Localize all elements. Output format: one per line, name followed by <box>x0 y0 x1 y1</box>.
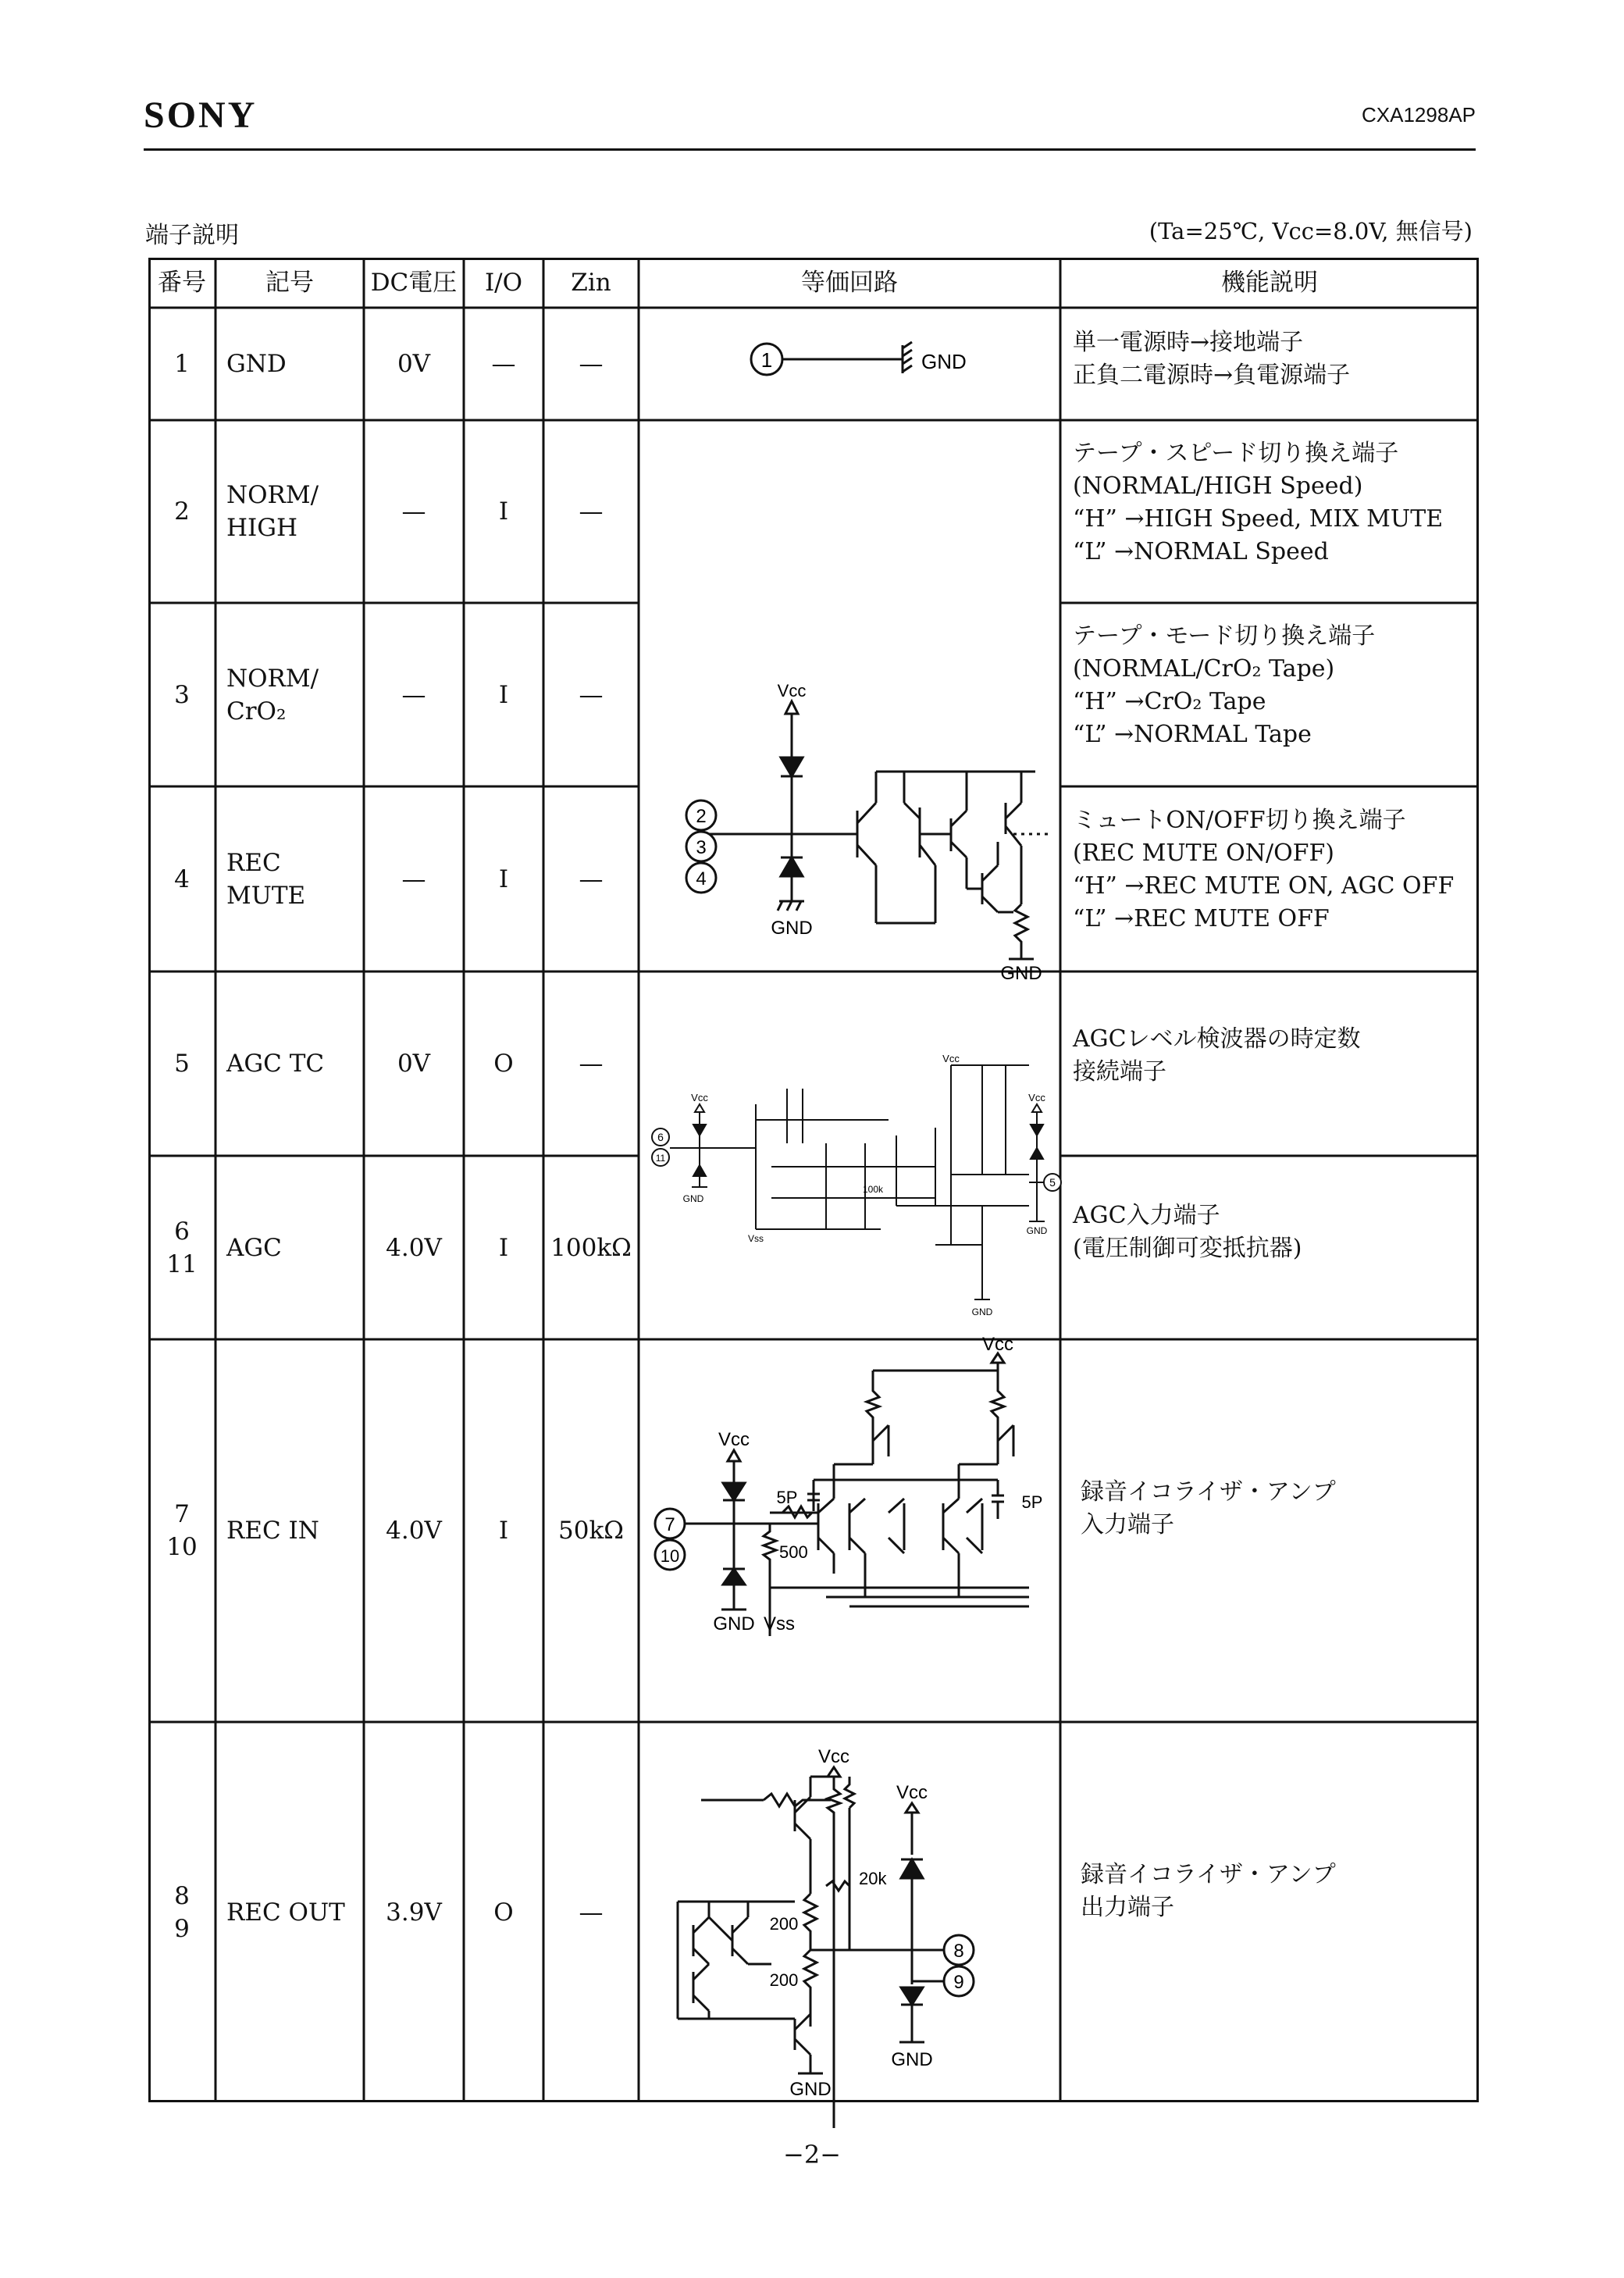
row5-zin: — <box>579 1050 604 1078</box>
test-conditions: (Ta=25℃, Vcc=8.0V, 無信号) <box>1149 218 1473 244</box>
row7-dc: 4.0V <box>386 1517 442 1545</box>
pin-label: 1 <box>760 348 773 372</box>
header-rule <box>144 148 1476 151</box>
gnd-label-right: GND <box>1026 1225 1048 1236</box>
vcc-label: Vcc <box>777 681 807 701</box>
row1-pin: 1 <box>174 350 190 378</box>
row2-zin: — <box>579 497 604 526</box>
row3-dc: — <box>401 680 426 709</box>
row1-function: 単一電源時→接地端子 正負二電源時→負電源端子 <box>1073 329 1351 389</box>
col-header-io: I/O <box>484 269 523 297</box>
pin-8-label: 8 <box>953 1941 964 1962</box>
gnd-label-left: GND <box>682 1193 704 1204</box>
vcc-label-left: Vcc <box>691 1092 708 1103</box>
vss-label: Vss <box>747 1233 764 1244</box>
row8-pin-a: 8 <box>174 1881 190 1910</box>
vcc-label-top: Vcc <box>942 1053 960 1064</box>
gnd-label-left: GND <box>789 2079 832 2100</box>
row7-io: I <box>498 1517 509 1545</box>
row8-dc: 3.9V <box>386 1898 442 1927</box>
row4-dc: — <box>401 864 426 893</box>
res-200-bottom-label: 200 <box>769 1970 799 1990</box>
row4-symbol-line1: REC <box>226 848 281 877</box>
circuit-logic-input <box>639 420 1060 984</box>
row8-io: O <box>493 1898 514 1927</box>
pin-3-label: 3 <box>696 837 707 858</box>
row3-function: テープ・モード切り換え端子 (NORMAL/CrO₂ Tape) “H” →CrO₂ Tape “L” →NORMAL Tape <box>1073 622 1376 748</box>
row3-symbol <box>215 603 364 786</box>
row4-symbol <box>215 786 364 971</box>
res-200-top-label: 200 <box>769 1914 799 1934</box>
gnd-label-right: GND <box>891 2049 933 2070</box>
circuit-rec-in <box>639 1334 1060 1722</box>
cap-5p-right-label: 5P <box>1021 1492 1043 1512</box>
row6-pin-a: 6 <box>174 1217 190 1246</box>
res-500-label: 500 <box>779 1542 808 1562</box>
row2-symbol-line2: HIGH <box>226 514 298 542</box>
row3-symbol-line2: CrO₂ <box>226 697 287 725</box>
circuit-rec-out <box>639 1722 1060 2102</box>
row3-symbol-line1: NORM/ <box>226 664 319 693</box>
row6-dc: 4.0V <box>386 1233 442 1262</box>
row7-pin-b: 10 <box>166 1533 198 1561</box>
row4-zin: — <box>579 864 604 893</box>
col-header-zin: Zin <box>571 269 611 297</box>
gnd-label-right: GND <box>1000 963 1042 984</box>
pin-7-label: 7 <box>664 1514 675 1535</box>
row8-pin <box>148 1722 215 2102</box>
row7-function: 録音イコライザ・アンプ 入力端子 <box>1081 1478 1336 1538</box>
col-header-pin: 番号 <box>158 269 206 297</box>
row2-function: テープ・スピード切り換え端子 (NORMAL/HIGH Speed) “H” →HIGH Speed, MIX MUTE “L” →NORMAL Speed <box>1073 440 1444 565</box>
row6-pin-b: 11 <box>166 1250 198 1278</box>
row3-io: I <box>498 680 509 709</box>
row2-pin: 2 <box>174 497 190 526</box>
brand-logo: SONY <box>144 94 258 136</box>
row2-symbol <box>215 420 364 603</box>
row1-io: — <box>491 350 516 378</box>
row4-io: I <box>498 864 509 893</box>
pin-6-label: 6 <box>657 1131 664 1143</box>
page-number: −2− <box>783 2140 841 2169</box>
row6-io: I <box>498 1233 509 1262</box>
row5-dc: 0V <box>397 1050 431 1078</box>
row5-symbol: AGC TC <box>226 1050 325 1078</box>
circuit-agc <box>639 971 1060 1339</box>
row3-pin: 3 <box>174 680 190 709</box>
row4-function: ミュートON/OFF切り換え端子 (REC MUTE ON/OFF) “H” →REC MUTE ON, AGC OFF “L” →REC MUTE OFF <box>1073 807 1455 932</box>
pin-9-label: 9 <box>953 1972 964 1993</box>
row5-pin: 5 <box>174 1050 190 1078</box>
row8-zin: — <box>579 1898 604 1927</box>
row1-dc: 0V <box>397 350 431 378</box>
gnd-label: GND <box>921 350 967 373</box>
vcc-label-left: Vcc <box>817 1746 850 1767</box>
gnd-label-bottom: GND <box>971 1307 993 1317</box>
row2-dc: — <box>401 497 426 526</box>
pin-description-table <box>148 258 1479 2102</box>
res-100k-label: 100k <box>862 1184 884 1195</box>
row6-symbol: AGC <box>226 1233 282 1262</box>
vcc-label-right: Vcc <box>896 1782 928 1803</box>
row8-pin-b: 9 <box>174 1914 190 1943</box>
pin-10-label: 10 <box>660 1546 680 1566</box>
row8-function: 録音イコライザ・アンプ 出力端子 <box>1081 1861 1336 1921</box>
row4-pin: 4 <box>174 864 190 893</box>
col-header-equivalent-circuit: 等価回路 <box>801 269 898 297</box>
row7-pin-a: 7 <box>174 1500 190 1528</box>
row1-symbol: GND <box>226 350 287 378</box>
pin-2-label: 2 <box>696 806 707 827</box>
circuit-gnd <box>639 308 1060 420</box>
pin-11-label: 11 <box>655 1153 666 1164</box>
vcc-label-left: Vcc <box>718 1429 750 1450</box>
row2-io: I <box>498 497 509 526</box>
col-header-symbol: 記号 <box>265 269 314 297</box>
res-20k-label: 20k <box>859 1869 887 1888</box>
row8-symbol: REC OUT <box>226 1898 345 1927</box>
vcc-label-right: Vcc <box>1028 1092 1045 1103</box>
vss-label: Vss <box>763 1613 796 1635</box>
row6-zin: 100kΩ <box>550 1233 632 1262</box>
row6-pin <box>148 1156 215 1339</box>
section-title: 端子説明 <box>145 222 239 249</box>
row5-io: O <box>493 1050 514 1078</box>
row2-symbol-line1: NORM/ <box>226 481 319 509</box>
vcc-label-top: Vcc <box>981 1334 1014 1355</box>
row7-symbol: REC IN <box>226 1517 319 1545</box>
row4-symbol-line2: MUTE <box>226 881 306 910</box>
row6-function: AGC入力端子 (電圧制御可変抵抗器) <box>1073 1202 1302 1262</box>
row7-zin: 50kΩ <box>558 1517 624 1545</box>
pin-5-label: 5 <box>1049 1176 1056 1189</box>
col-header-function: 機能説明 <box>1221 269 1318 297</box>
gnd-label-left: GND <box>771 918 813 939</box>
gnd-label: GND <box>713 1613 755 1635</box>
col-header-dc-voltage: DC電圧 <box>370 269 458 297</box>
row5-function: AGCレベル検波器の時定数 接続端子 <box>1073 1025 1361 1086</box>
cap-5p-left-label: 5P <box>776 1488 798 1507</box>
row3-zin: — <box>579 680 604 709</box>
part-number: CXA1298AP <box>1362 103 1476 127</box>
pin-4-label: 4 <box>696 868 707 889</box>
row1-zin: — <box>579 350 604 378</box>
row7-pin <box>148 1339 215 1722</box>
